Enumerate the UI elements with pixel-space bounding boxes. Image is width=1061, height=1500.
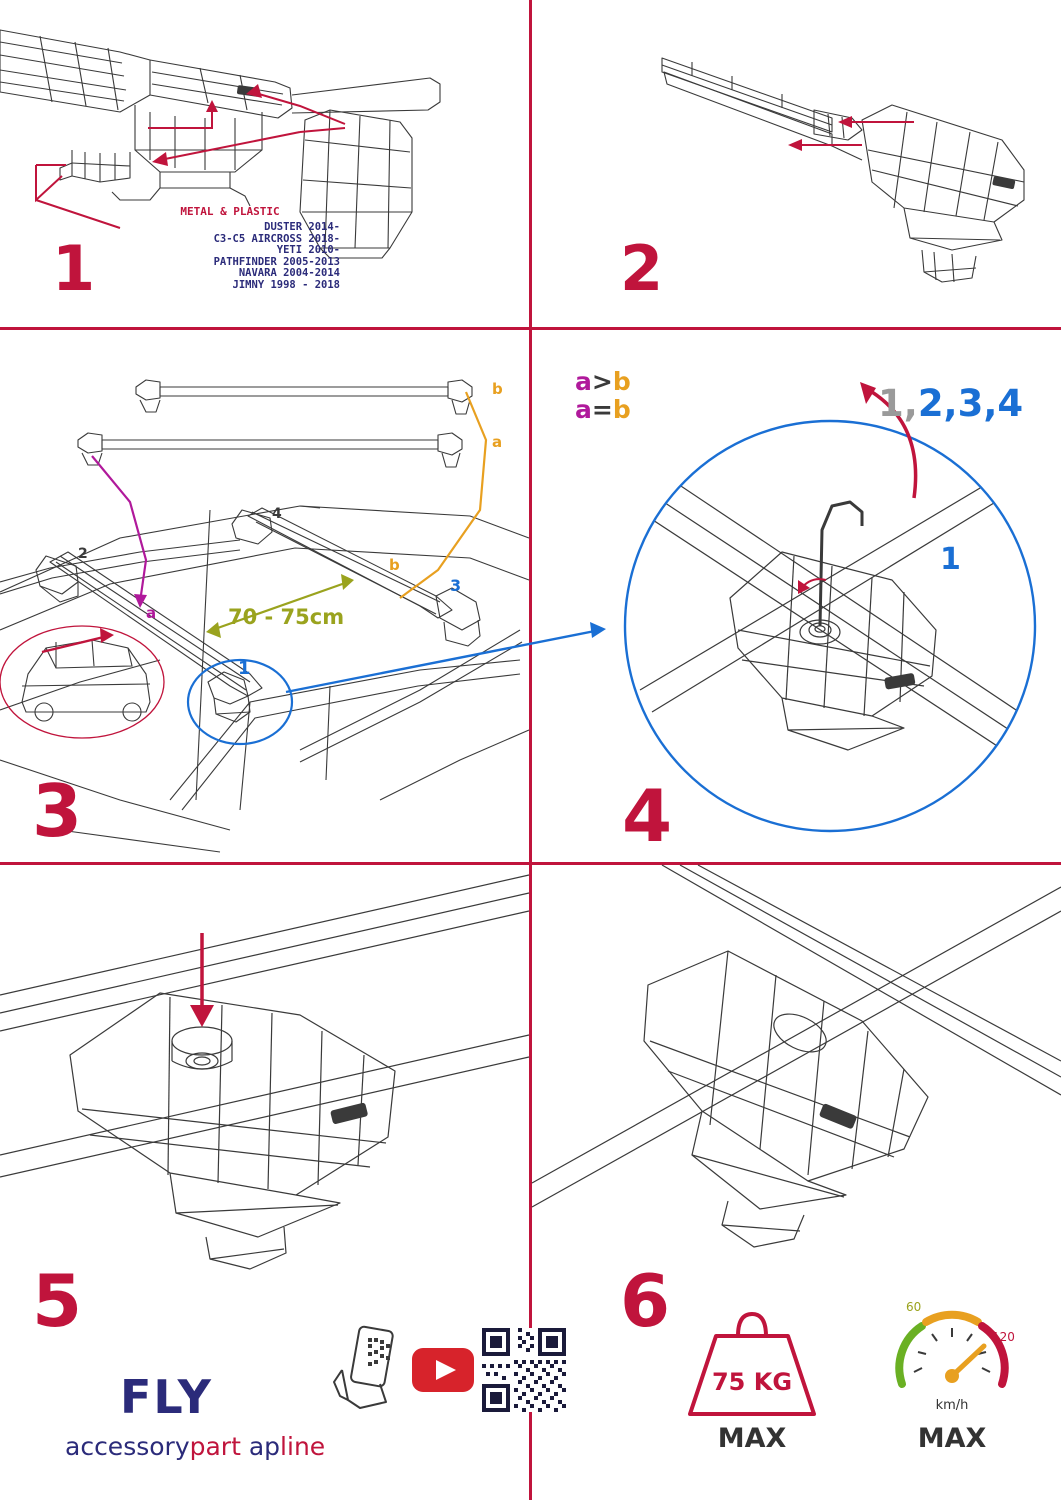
brand-part: part: [189, 1432, 241, 1461]
apline-logo-badge-6: [819, 1103, 858, 1129]
apline-logo-badge-5: [330, 1102, 368, 1124]
weight-limit-icon: [680, 1300, 824, 1420]
allen-key-icon: [820, 502, 862, 626]
step-number-5: 5: [32, 1259, 81, 1343]
step6-illustration: [532, 865, 1061, 1285]
tighten-sequence: [878, 382, 1023, 425]
panel1-heading: METAL & PLASTIC: [180, 205, 280, 218]
marker-4: 4: [272, 506, 282, 522]
step-number-6: 6: [620, 1259, 669, 1343]
vehicle-item: JIMNY 1998 - 2018: [232, 278, 340, 291]
vehicle-item: NAVARA 2004-2014: [238, 267, 340, 279]
youtube-icon[interactable]: [412, 1348, 474, 1392]
scan-phone-icon: [330, 1322, 412, 1414]
step-number-4: 4: [622, 774, 671, 858]
speed-max-label: MAX: [917, 1423, 987, 1454]
vehicle-item: YETI 2010-: [276, 244, 340, 256]
brand-ap: ap: [248, 1432, 281, 1461]
brand-tagline: [65, 1432, 325, 1461]
vehicle-item: PATHFINDER 2005-2013: [213, 255, 340, 268]
sequence-part-grey: 1,: [878, 382, 918, 425]
step-number-3: 3: [32, 769, 81, 853]
step-number-2: 2: [620, 232, 662, 305]
car-rear-arrow: [42, 628, 114, 652]
step2-arrows: [788, 116, 914, 151]
label-bar-a: a: [492, 433, 503, 451]
gauge-min-tick: 60: [906, 1300, 922, 1314]
compare-a: a: [575, 367, 592, 396]
compare-op-gt: >: [591, 367, 613, 396]
compare-b-2: b: [612, 395, 631, 424]
curve-a: [92, 456, 146, 602]
brand-line: line: [280, 1432, 326, 1461]
marker-1: 1: [238, 658, 251, 679]
step-number-1: 1: [52, 232, 94, 305]
step2-illustration: [532, 0, 1061, 327]
weight-value: 75 KG: [711, 1368, 793, 1396]
brand-fly: FLY: [120, 1370, 213, 1424]
panel-step-3: [0, 330, 529, 862]
vehicle-item: C3-C5 AIRCROSS 2018-: [213, 232, 340, 245]
panel1-vehicle-list: [120, 222, 340, 291]
marker-2: 2: [78, 546, 88, 562]
dimension-label: 70 - 75cm: [228, 605, 345, 629]
brand-accessory: accessory: [65, 1432, 190, 1461]
label-bar-b: b: [492, 380, 503, 398]
weight-max-label: MAX: [717, 1423, 787, 1454]
compare-a-2: a: [575, 395, 592, 424]
marker-3: 3: [450, 576, 462, 595]
label-measure-a: a: [146, 604, 157, 622]
label-measure-b: b: [389, 556, 400, 574]
curve-b: [400, 392, 486, 598]
callout-number-1: 1: [940, 542, 961, 577]
vehicle-item: DUSTER 2014-: [264, 221, 340, 233]
speed-unit: km/h: [935, 1398, 969, 1413]
gauge-max-tick: 120: [992, 1330, 1015, 1344]
sequence-part-blue: 2,3,4: [917, 382, 1024, 425]
qr-code[interactable]: [482, 1328, 566, 1412]
panel-step-2: [532, 0, 1061, 327]
detail-circle-zoom: [625, 421, 1035, 831]
compare-op-eq: =: [591, 395, 613, 424]
panel-step-1: [0, 0, 529, 327]
compare-b: b: [612, 367, 631, 396]
panel-step-5: [0, 865, 529, 1500]
step5-illustration: [0, 865, 529, 1285]
